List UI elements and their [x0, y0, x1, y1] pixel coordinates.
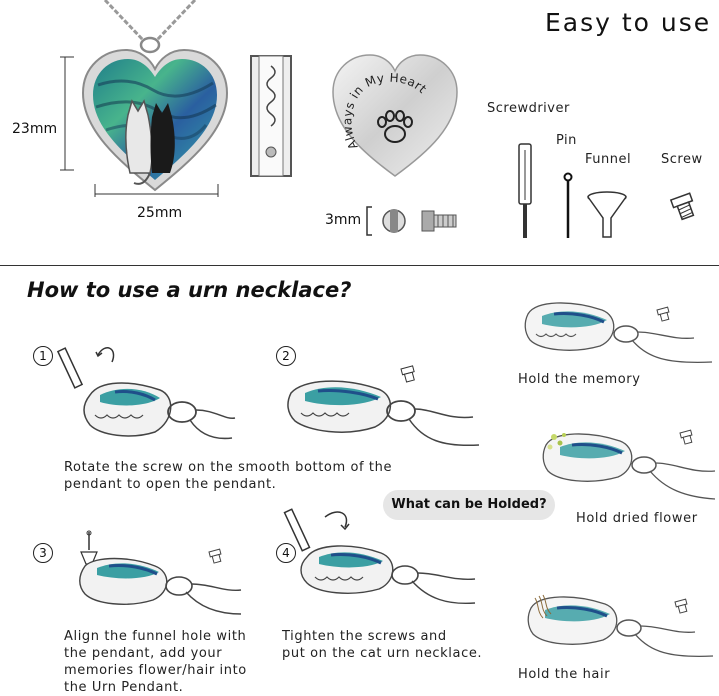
pin-label: Pin [556, 133, 577, 148]
heart-back-engraving [330, 52, 460, 180]
question-pill: What can be Holded? [383, 490, 555, 520]
chain-graphic [95, 0, 205, 50]
step-1-text [64, 459, 392, 493]
hold-hair-illustration [525, 590, 717, 665]
thickness-detail-icon [364, 204, 464, 238]
step-3-text-line-3: memories flower/hair into [64, 663, 247, 678]
step-4-text-line-2: put on the cat urn necklace. [282, 646, 483, 661]
height-label: 23mm [12, 121, 58, 137]
width-dimension-line [95, 182, 220, 198]
hold-memory-illustration [522, 296, 717, 371]
step-3-funnel-illustration [75, 530, 245, 620]
step-2-removed-screw-illustration [283, 365, 483, 465]
funnel-label: Funnel [585, 152, 632, 167]
step-3-text-line-4: the Urn Pendant. [64, 680, 184, 695]
hold-dried-flower-illustration [540, 425, 718, 510]
step-1-number: 1 [33, 346, 53, 366]
hold-hair-label: Hold the hair [518, 667, 611, 682]
step-1-open-pendant-illustration [60, 340, 240, 450]
screwdriver-label: Screwdriver [487, 101, 570, 116]
screw-icon [668, 192, 700, 222]
step-3-text-line-2: the pendant, add your [64, 646, 223, 661]
step-2-number: 2 [276, 346, 296, 366]
engraving-text: Always in My Heart [340, 70, 430, 152]
hold-dried-flower-label: Hold dried flower [576, 511, 698, 526]
section-divider [0, 265, 719, 266]
screw-label: Screw [661, 152, 703, 167]
step-4-text-line-1: Tighten the screws and [282, 629, 447, 644]
pin-icon [561, 172, 575, 240]
hold-memory-label: Hold the memory [518, 372, 641, 387]
height-dimension-line [60, 57, 80, 172]
step-3-text-line-1: Align the funnel hole with [64, 629, 247, 644]
step-4-number: 4 [276, 543, 296, 563]
pendant-side-view-icon [249, 54, 294, 179]
step-1-text-line-2: pendant to open the pendant. [64, 477, 277, 492]
step-3-number: 3 [33, 543, 53, 563]
howto-title: How to use a urn necklace? [27, 278, 352, 302]
step-4-text [282, 628, 482, 662]
step-4-tighten-illustration [283, 505, 478, 615]
screwdriver-icon [517, 142, 533, 242]
width-label: 25mm [137, 205, 183, 221]
heart-pendant-icon [78, 45, 233, 195]
page-title: Easy to use [545, 8, 712, 37]
step-3-text [64, 628, 247, 696]
step-1-text-line-1: Rotate the screw on the smooth bottom of the [64, 460, 393, 475]
funnel-icon [585, 190, 629, 240]
thickness-label: 3mm [325, 212, 362, 228]
